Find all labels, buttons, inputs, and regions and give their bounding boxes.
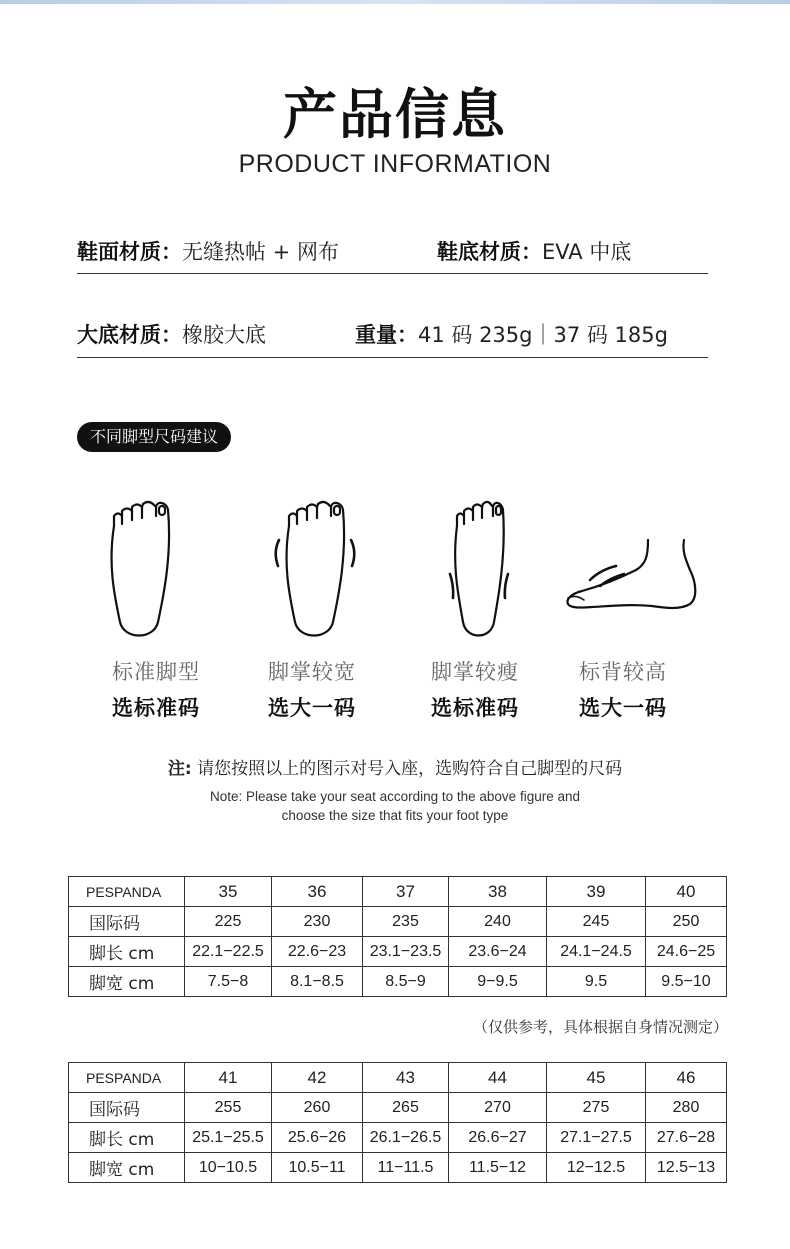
size-note-label: 注: xyxy=(167,759,192,779)
reference-note: （仅供参考，具体根据自身情况测定） xyxy=(472,1018,728,1036)
table-cell: 235 xyxy=(363,907,449,937)
outsole-material xyxy=(77,319,266,349)
row-header: 国际码 xyxy=(69,1093,185,1123)
table-cell: 225 xyxy=(185,907,272,937)
standard-foot-icon xyxy=(100,494,180,644)
table-cell: 230 xyxy=(272,907,363,937)
table-cell: 10−10.5 xyxy=(185,1153,272,1183)
table-row xyxy=(69,1123,727,1153)
table-cell: 41 xyxy=(185,1063,272,1093)
table-cell: 265 xyxy=(363,1093,449,1123)
upper-material xyxy=(77,236,339,266)
size-note-en xyxy=(0,787,790,825)
divider xyxy=(77,357,708,358)
row-header: PESPANDA xyxy=(69,877,185,907)
table-cell: 25.1−25.5 xyxy=(185,1123,272,1153)
table-cell: 24.1−24.5 xyxy=(547,937,646,967)
foot-type-badge: 不同脚型尺码建议 xyxy=(77,422,231,452)
table-cell: 255 xyxy=(185,1093,272,1123)
foot-type-label: 标背较高 xyxy=(579,660,667,684)
table-cell: 11.5−12 xyxy=(449,1153,547,1183)
table-cell: 37 xyxy=(363,877,449,907)
row-header: 脚长 cm xyxy=(69,937,185,967)
table-cell: 8.5−9 xyxy=(363,967,449,997)
foot-type-label: 脚掌较瘦 xyxy=(431,660,519,684)
table-cell: 12.5−13 xyxy=(646,1153,727,1183)
page-title: 产品信息 xyxy=(283,83,507,146)
top-accent-bar xyxy=(0,0,790,4)
outsole-material-label: 大底材质： xyxy=(77,323,182,347)
row-header: 脚宽 cm xyxy=(69,967,185,997)
table-cell: 27.1−27.5 xyxy=(547,1123,646,1153)
table-cell: 44 xyxy=(449,1063,547,1093)
high-instep-foot-icon xyxy=(560,494,700,644)
weight xyxy=(355,319,668,349)
foot-size-advice: 选标准码 xyxy=(431,696,519,720)
table-row xyxy=(69,1093,727,1123)
narrow-foot-icon xyxy=(445,494,515,644)
table-row xyxy=(69,877,727,907)
page-subtitle: PRODUCT INFORMATION xyxy=(238,150,552,178)
sole-material-label: 鞋底材质： xyxy=(437,240,542,264)
table-cell: 9−9.5 xyxy=(449,967,547,997)
table-cell: 22.6−23 xyxy=(272,937,363,967)
foot-type-label: 脚掌较宽 xyxy=(268,660,356,684)
foot-size-advice: 选大一码 xyxy=(268,696,356,720)
table-cell: 25.6−26 xyxy=(272,1123,363,1153)
table-cell: 24.6−25 xyxy=(646,937,727,967)
table-cell: 22.1−22.5 xyxy=(185,937,272,967)
size-note-en-line: choose the size that fits your foot type xyxy=(281,808,509,823)
table-cell: 39 xyxy=(547,877,646,907)
table-cell: 280 xyxy=(646,1093,727,1123)
table-cell: 36 xyxy=(272,877,363,907)
table-cell: 35 xyxy=(185,877,272,907)
size-table-2 xyxy=(68,1062,727,1183)
table-cell: 46 xyxy=(646,1063,727,1093)
table-cell: 270 xyxy=(449,1093,547,1123)
table-cell: 43 xyxy=(363,1063,449,1093)
foot-type-label: 标准脚型 xyxy=(112,660,200,684)
table-cell: 45 xyxy=(547,1063,646,1093)
table-row xyxy=(69,907,727,937)
table-cell: 275 xyxy=(547,1093,646,1123)
foot-size-advice: 选大一码 xyxy=(579,696,667,720)
row-header: PESPANDA xyxy=(69,1063,185,1093)
table-cell: 10.5−11 xyxy=(272,1153,363,1183)
table-cell: 8.1−8.5 xyxy=(272,967,363,997)
table-cell: 40 xyxy=(646,877,727,907)
table-cell: 7.5−8 xyxy=(185,967,272,997)
table-row xyxy=(69,937,727,967)
table-cell: 26.6−27 xyxy=(449,1123,547,1153)
size-table-1 xyxy=(68,876,727,997)
wide-foot-icon xyxy=(270,494,360,644)
row-header: 脚长 cm xyxy=(69,1123,185,1153)
size-note-text: 请您按照以上的图示对号入座，选购符合自己脚型的尺码 xyxy=(197,759,623,779)
upper-material-label: 鞋面材质： xyxy=(77,240,182,264)
size-note-en-line: Note: Please take your seat according to the above figure and xyxy=(210,789,580,804)
table-cell: 11−11.5 xyxy=(363,1153,449,1183)
row-header: 脚宽 cm xyxy=(69,1153,185,1183)
table-row xyxy=(69,967,727,997)
table-cell: 26.1−26.5 xyxy=(363,1123,449,1153)
divider xyxy=(77,273,708,274)
table-cell: 260 xyxy=(272,1093,363,1123)
table-cell: 245 xyxy=(547,907,646,937)
table-cell: 23.1−23.5 xyxy=(363,937,449,967)
table-cell: 42 xyxy=(272,1063,363,1093)
upper-material-value: 无缝热帖 + 网布 xyxy=(182,240,339,264)
foot-size-advice: 选标准码 xyxy=(112,696,200,720)
sole-material-value: EVA 中底 xyxy=(542,240,632,264)
table-cell: 250 xyxy=(646,907,727,937)
table-cell: 9.5 xyxy=(547,967,646,997)
table-cell: 23.6−24 xyxy=(449,937,547,967)
table-cell: 38 xyxy=(449,877,547,907)
weight-value: 41 码 235g｜37 码 185g xyxy=(418,323,668,347)
table-cell: 9.5−10 xyxy=(646,967,727,997)
table-cell: 240 xyxy=(449,907,547,937)
size-note-cn xyxy=(0,754,790,779)
weight-label: 重量： xyxy=(355,323,418,347)
table-cell: 12−12.5 xyxy=(547,1153,646,1183)
sole-material xyxy=(437,236,631,266)
table-row xyxy=(69,1153,727,1183)
row-header: 国际码 xyxy=(69,907,185,937)
table-cell: 27.6−28 xyxy=(646,1123,727,1153)
outsole-material-value: 橡胶大底 xyxy=(182,323,266,347)
table-row xyxy=(69,1063,727,1093)
